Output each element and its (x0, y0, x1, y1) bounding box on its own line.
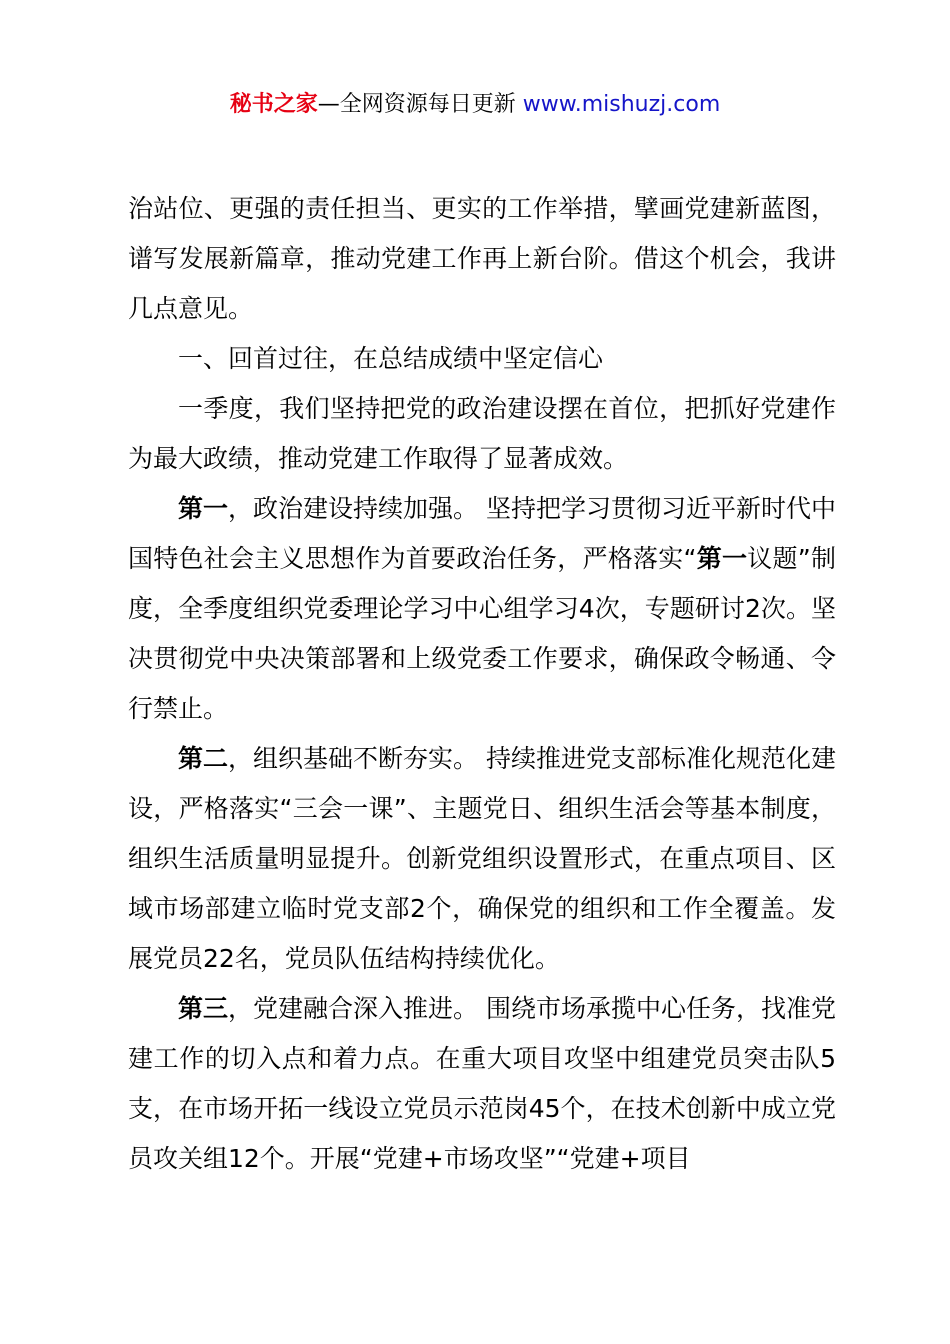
paragraph-first-quarter: 一季度，我们坚持把党的政治建设摆在首位，把抓好党建作为最大政绩，推动党建工作取得了显著成效。 (128, 394, 836, 473)
point-one-emphasis: 第一 (696, 544, 748, 573)
point-one-label: 第一 (178, 494, 229, 523)
document-body (128, 184, 836, 1184)
site-url-link[interactable]: www.mishuzj.com (522, 92, 721, 117)
point-one-text-a: ，政治建设持续加强。 坚持把学习贯彻习近平新时代中国特色社会主义思想作为首要政治任务，严格落实“ (128, 494, 836, 573)
header-tagline: —全网资源每日更新 (317, 92, 516, 117)
point-two-text: ，组织基础不断夯实。 持续推进党支部标准化规范化建设，严格落实“三会一课”、主题党日、组织生活会等基本制度，组织生活质量明显提升。创新党组织设置形式，在重点项目、区域市场部建立临时党支部2个，确保党的组织和工作全覆盖。发展党员22名，党员队伍结构持续优化。 (128, 744, 836, 973)
point-two-label: 第二 (178, 744, 229, 773)
paragraph-point-one (128, 484, 836, 734)
point-one-text-b: 议题”制度，全季度组织党委理论学习中心组学习4次，专题研讨2次。坚决贯彻党中央决策部署和上级党委工作要求，确保政令畅通、令行禁止。 (128, 544, 836, 723)
brand-name: 秘书之家 (229, 92, 318, 117)
point-three-text: ，党建融合深入推进。 围绕市场承揽中心任务，找准党建工作的切入点和着力点。在重大项目攻坚中组建党员突击队5支，在市场开拓一线设立党员示范岗45个，在技术创新中成立党员攻关组12个。开展“党建+市场攻坚”“党建+项目 (128, 994, 836, 1173)
point-three-label: 第三 (178, 994, 229, 1023)
site-header (0, 90, 950, 120)
paragraph-point-two (128, 734, 836, 984)
section-heading-1: 一、回首过往，在总结成绩中坚定信心 (178, 344, 604, 373)
paragraph-point-three (128, 984, 836, 1184)
paragraph-intro-continuation: 治站位、更强的责任担当、更实的工作举措，擘画党建新蓝图，谱写发展新篇章，推动党建工作再上新台阶。借这个机会，我讲几点意见。 (128, 194, 836, 323)
